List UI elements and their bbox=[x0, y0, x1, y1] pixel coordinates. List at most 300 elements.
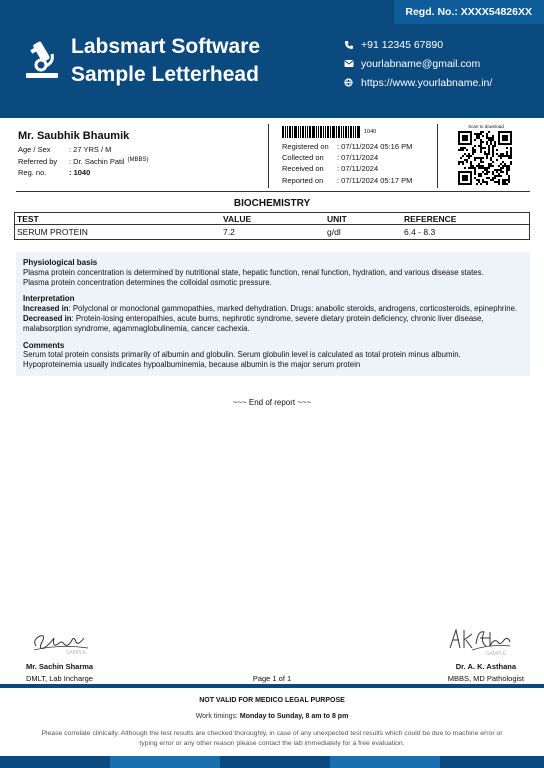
disclaimer: Please correlate clinically. Although the test results are checked thoroughly, in case of any unexpected test results which could be due to machine error or typing error or any other reason please contact the lab immediately for a free evaluation. bbox=[41, 730, 503, 747]
qr-module bbox=[500, 175, 502, 177]
qr-module bbox=[462, 149, 464, 151]
qr-module bbox=[488, 153, 490, 155]
qr-module bbox=[486, 135, 488, 137]
qr-module bbox=[482, 131, 484, 133]
qr-module bbox=[480, 147, 482, 149]
barcode-bar bbox=[294, 126, 297, 138]
barcode-bar bbox=[298, 126, 299, 138]
barcode-bar bbox=[316, 126, 317, 138]
qr-module bbox=[488, 149, 490, 151]
qr-module bbox=[502, 167, 504, 169]
lab-name-line2: Sample Letterhead bbox=[71, 63, 259, 86]
date-label: Reported on bbox=[282, 175, 324, 185]
qr-module bbox=[488, 171, 490, 173]
date-value: : 07/11/2024 bbox=[337, 153, 379, 163]
timings-label: Work timings: bbox=[195, 713, 240, 720]
qr-module bbox=[494, 169, 496, 171]
qr-module bbox=[500, 155, 502, 157]
qr-module bbox=[508, 167, 510, 169]
letterhead-header bbox=[0, 0, 544, 118]
qr-module bbox=[506, 165, 508, 167]
age-sex-value: : 27 YRS / M bbox=[69, 145, 112, 154]
qr-module bbox=[488, 167, 490, 169]
qr-module bbox=[498, 165, 500, 167]
qr-module bbox=[506, 173, 508, 175]
qr-module bbox=[486, 173, 488, 175]
qr-module bbox=[502, 183, 504, 185]
qr-module bbox=[508, 155, 510, 157]
qr-module bbox=[486, 155, 488, 157]
qr-module bbox=[498, 169, 500, 171]
qr-module bbox=[478, 165, 480, 167]
phone-row[interactable] bbox=[344, 35, 492, 54]
qr-module bbox=[500, 163, 502, 165]
qr-module bbox=[504, 163, 506, 165]
date-row bbox=[282, 164, 412, 175]
qr-module bbox=[478, 135, 480, 137]
qr-module bbox=[488, 137, 490, 139]
qr-module bbox=[486, 143, 488, 145]
qr-module bbox=[468, 153, 470, 155]
qr-module bbox=[482, 161, 484, 163]
qr-module bbox=[490, 139, 492, 141]
date-value: : 07/11/2024 05:17 PM bbox=[337, 175, 413, 185]
qr-module bbox=[498, 183, 500, 185]
qr-module bbox=[474, 167, 476, 169]
qr-module bbox=[488, 163, 490, 165]
qr-module bbox=[490, 179, 492, 181]
qr-module bbox=[462, 135, 468, 141]
qr-module bbox=[464, 147, 466, 149]
qr-module bbox=[508, 181, 510, 183]
patient-details bbox=[18, 130, 148, 180]
qr-module bbox=[480, 141, 482, 143]
date-value: : 07/11/2024 05:16 PM bbox=[337, 142, 413, 151]
qr-module bbox=[474, 169, 476, 171]
footer-rule bbox=[0, 684, 544, 688]
table-row bbox=[15, 225, 529, 239]
qr-module bbox=[480, 183, 482, 185]
date-row bbox=[282, 176, 412, 187]
barcode-bar bbox=[285, 126, 286, 138]
qr-module bbox=[480, 175, 482, 177]
qr-module bbox=[470, 161, 472, 163]
increased-label: Increased in bbox=[23, 304, 69, 314]
qr-module bbox=[492, 161, 494, 163]
qr-module bbox=[502, 171, 504, 173]
test-value: 7.2 bbox=[223, 227, 235, 237]
qr-module bbox=[480, 159, 482, 161]
qr-module bbox=[494, 143, 496, 145]
qr-module bbox=[488, 145, 490, 147]
qr-label: Scan to download bbox=[468, 124, 504, 129]
qr-module bbox=[504, 155, 506, 157]
qr-module bbox=[474, 177, 476, 179]
physio-text-2: Plasma protein concentration determines the colloidal osmotic pressure. bbox=[23, 277, 272, 287]
qr-module bbox=[480, 167, 482, 169]
barcode-bars bbox=[282, 126, 361, 138]
barcode-bar bbox=[338, 126, 340, 138]
qr-module bbox=[482, 167, 484, 169]
qr-module bbox=[482, 165, 484, 167]
qr-module bbox=[464, 167, 466, 169]
mail-icon bbox=[344, 59, 361, 68]
left-signatory-degree: DMLT, Lab Incharge bbox=[26, 674, 93, 683]
qr-module bbox=[508, 179, 510, 181]
qr-module bbox=[460, 157, 462, 159]
qr-module bbox=[508, 169, 510, 171]
qr-module bbox=[486, 171, 488, 173]
qr-module bbox=[482, 157, 484, 159]
decreased-text: : Protein-losing enteropathies, acute burns, nephrotic syndrome, severe dietary protein deficiency, chronic liver disease, malabsorption syndrome, agammaglobulinemia, cancer cachexia. bbox=[23, 313, 484, 333]
website-row[interactable] bbox=[344, 73, 492, 92]
barcode-bar bbox=[323, 126, 324, 138]
decreased-label: Decreased in bbox=[23, 313, 72, 323]
left-stamp: SAMPLE bbox=[66, 650, 87, 656]
qr-module bbox=[460, 149, 462, 151]
sample-dates bbox=[282, 142, 412, 187]
patient-name: Mr. Saubhik Bhaumik bbox=[18, 130, 130, 142]
test-name: SERUM PROTEIN bbox=[17, 227, 88, 237]
qr-module bbox=[472, 151, 474, 153]
qr-module bbox=[498, 175, 500, 177]
qr-module bbox=[474, 133, 476, 135]
qr-module bbox=[474, 171, 476, 173]
comments-title: Comments bbox=[23, 340, 65, 350]
divider-right bbox=[437, 124, 438, 188]
qr-module bbox=[474, 151, 476, 153]
qr-module bbox=[486, 169, 488, 171]
legal-notice: NOT VALID FOR MEDICO LEGAL PURPOSE bbox=[199, 697, 345, 704]
qr-module bbox=[492, 139, 494, 141]
regd-no: Regd. No.: XXXX54826XX bbox=[394, 0, 544, 24]
right-signatory-name: Dr. A. K. Asthana bbox=[455, 662, 516, 671]
qr-module bbox=[486, 153, 488, 155]
qr-module bbox=[482, 141, 484, 143]
referred-value: : Dr. Sachin Patil bbox=[69, 156, 125, 166]
barcode-bar bbox=[309, 126, 311, 138]
qr-module bbox=[500, 157, 502, 159]
barcode-bar bbox=[343, 126, 344, 138]
qr-module bbox=[492, 147, 494, 149]
interp-title: Interpretation bbox=[23, 294, 75, 304]
table-header bbox=[15, 213, 529, 225]
qr-module bbox=[482, 147, 484, 149]
qr-module bbox=[506, 151, 508, 153]
barcode-bar bbox=[312, 126, 315, 138]
qr-module bbox=[494, 175, 496, 177]
qr-module bbox=[508, 177, 510, 179]
qr-module bbox=[508, 157, 510, 159]
qr-module bbox=[468, 167, 470, 169]
age-sex-row bbox=[18, 145, 148, 157]
qr-module bbox=[492, 149, 494, 151]
qr-module bbox=[492, 145, 494, 147]
date-label: Registered on bbox=[282, 142, 329, 151]
physio-text-1: Plasma protein concentration is determined by nutritional state, hepatic function, renal function, hydration, and various disease states. bbox=[23, 267, 484, 277]
barcode-bar bbox=[350, 126, 352, 138]
qr-module bbox=[466, 159, 468, 161]
barcode-bar bbox=[300, 126, 301, 138]
qr-module bbox=[480, 149, 482, 151]
qr-module bbox=[478, 145, 480, 147]
qr-module bbox=[490, 137, 492, 139]
qr-module bbox=[478, 157, 480, 159]
qr-module bbox=[502, 165, 504, 167]
barcode-bar bbox=[353, 126, 354, 138]
qr-module bbox=[472, 167, 474, 169]
barcode-bar bbox=[318, 126, 319, 138]
footer-accent bbox=[330, 756, 440, 768]
qr-module bbox=[478, 181, 480, 183]
contact-info bbox=[344, 35, 492, 92]
qr-module bbox=[506, 169, 508, 171]
qr-module bbox=[492, 177, 494, 179]
qr-module bbox=[504, 183, 506, 185]
increased-text: : Polyclonal or monoclonal gammopathies, marked dehydration. Drugs: anabolic steroids, androgens, corticosteroids, epinephrine. bbox=[68, 304, 518, 314]
qr-module bbox=[462, 155, 464, 157]
qr-module bbox=[494, 177, 496, 179]
interpretation-notes bbox=[16, 252, 530, 376]
lab-name-line1: Labsmart Software bbox=[71, 35, 261, 58]
qr-module bbox=[486, 183, 488, 185]
globe-icon bbox=[344, 78, 361, 87]
qr-module bbox=[484, 169, 486, 171]
qr-module bbox=[502, 181, 504, 183]
qr-module bbox=[482, 181, 484, 183]
qr-module bbox=[472, 165, 474, 167]
barcode-bar bbox=[332, 126, 335, 138]
qr-module bbox=[490, 143, 492, 145]
reg-label: Reg. no. bbox=[18, 168, 47, 177]
date-value: : 07/11/2024 bbox=[337, 164, 379, 174]
qr-module bbox=[486, 167, 488, 169]
divider-left bbox=[268, 124, 269, 188]
qr-module bbox=[490, 163, 492, 165]
qr-module bbox=[484, 153, 486, 155]
qr-module bbox=[492, 153, 494, 155]
barcode-bar bbox=[327, 126, 329, 138]
qr-module bbox=[472, 149, 474, 151]
qr-module bbox=[480, 145, 482, 147]
right-stamp: SAMPLE bbox=[486, 651, 507, 656]
date-row bbox=[282, 153, 412, 164]
barcode-bar bbox=[325, 126, 326, 138]
email-row[interactable] bbox=[344, 54, 492, 73]
barcode-bar bbox=[336, 126, 337, 138]
qr-module bbox=[464, 153, 466, 155]
barcode-bar bbox=[357, 126, 360, 138]
qr-module bbox=[494, 141, 496, 143]
qr-module bbox=[502, 161, 504, 163]
qr-module bbox=[462, 175, 468, 181]
footer-accent bbox=[110, 756, 220, 768]
qr-module bbox=[506, 147, 508, 149]
qr-module bbox=[458, 161, 460, 163]
qr-module bbox=[484, 173, 486, 175]
barcode-bar bbox=[355, 126, 356, 138]
qr-module bbox=[492, 137, 494, 139]
right-signatory-degree: MBBS, MD Pathologist bbox=[447, 674, 524, 683]
qr-module bbox=[488, 177, 490, 179]
qr-module bbox=[482, 135, 484, 137]
referred-qualification: (MBBS) bbox=[127, 156, 149, 163]
qr-module bbox=[476, 137, 478, 139]
qr-module bbox=[492, 165, 494, 167]
barcode-bar bbox=[302, 126, 304, 138]
qr-module bbox=[496, 181, 498, 183]
qr-module bbox=[504, 165, 506, 167]
qr-module bbox=[498, 181, 500, 183]
qr-module bbox=[508, 175, 510, 177]
qr-module bbox=[502, 153, 504, 155]
qr-module bbox=[496, 171, 498, 173]
qr-module bbox=[480, 133, 482, 135]
phone-icon bbox=[344, 40, 361, 50]
qr-module bbox=[486, 177, 488, 179]
qr-module bbox=[466, 149, 468, 151]
qr-module bbox=[492, 155, 494, 157]
qr-module bbox=[510, 151, 512, 153]
qr-module bbox=[490, 165, 492, 167]
col-test: TEST bbox=[17, 213, 39, 224]
qr-module bbox=[484, 151, 486, 153]
end-of-report: ~~~ End of report ~~~ bbox=[232, 398, 312, 407]
barcode-bar bbox=[348, 126, 349, 138]
qr-module bbox=[488, 165, 490, 167]
qr-module bbox=[488, 151, 490, 153]
qr-module bbox=[478, 173, 480, 175]
qr-module bbox=[496, 175, 498, 177]
qr-module bbox=[462, 161, 464, 163]
qr-module bbox=[510, 161, 512, 163]
barcode-bar bbox=[330, 126, 331, 138]
left-signatory-name: Mr. Sachin Sharma bbox=[26, 662, 94, 671]
qr-module bbox=[502, 155, 504, 157]
email-address: yourlabname@gmail.com bbox=[361, 57, 481, 70]
qr-module bbox=[502, 135, 508, 141]
referred-label: Referred by bbox=[18, 156, 58, 166]
barcode-bar bbox=[282, 126, 284, 138]
qr-module bbox=[510, 155, 512, 157]
qr-module bbox=[510, 153, 512, 155]
footer-bar bbox=[0, 756, 544, 768]
qr-module bbox=[502, 179, 504, 181]
qr-module bbox=[482, 171, 484, 173]
qr-module bbox=[510, 157, 512, 159]
qr-module bbox=[476, 179, 478, 181]
qr-module bbox=[484, 167, 486, 169]
barcode-number: 1040 bbox=[364, 129, 377, 135]
barcode-bar bbox=[289, 126, 291, 138]
qr-module bbox=[486, 141, 488, 143]
qr-module bbox=[470, 167, 472, 169]
qr-module bbox=[464, 159, 466, 161]
col-value: VALUE bbox=[223, 213, 252, 224]
qr-module bbox=[468, 155, 470, 157]
qr-module bbox=[494, 181, 496, 183]
qr-module bbox=[496, 169, 498, 171]
qr-module bbox=[506, 153, 508, 155]
qr-module bbox=[506, 171, 508, 173]
header-divider bbox=[16, 191, 530, 192]
phone-number: +91 12345 67890 bbox=[361, 38, 444, 51]
qr-module bbox=[486, 181, 488, 183]
reg-value: : 1040 bbox=[69, 168, 91, 177]
qr-module bbox=[476, 183, 478, 185]
microscope-logo bbox=[24, 40, 60, 80]
barcode-bar bbox=[292, 126, 293, 138]
test-reference: 6.4 - 8.3 bbox=[404, 227, 436, 237]
qr-module bbox=[474, 139, 476, 141]
qr-module bbox=[462, 147, 464, 149]
qr-module bbox=[498, 155, 500, 157]
lab-name bbox=[71, 33, 260, 89]
right-signature bbox=[446, 622, 514, 656]
date-row bbox=[282, 142, 412, 153]
barcode-bar bbox=[341, 126, 342, 138]
qr-module bbox=[476, 133, 478, 135]
qr-module bbox=[480, 139, 482, 141]
qr-module bbox=[486, 157, 488, 159]
qr-module bbox=[496, 153, 498, 155]
qr-module bbox=[496, 159, 498, 161]
qr-module bbox=[478, 179, 480, 181]
results-table bbox=[14, 212, 530, 240]
timings-value: Monday to Sunday, 8 am to 8 pm bbox=[239, 713, 349, 720]
qr-module bbox=[458, 163, 460, 165]
qr-module bbox=[470, 155, 472, 157]
qr-module bbox=[492, 171, 494, 173]
qr-code[interactable] bbox=[458, 131, 512, 185]
qr-module bbox=[498, 179, 500, 181]
date-label: Received on bbox=[282, 164, 324, 174]
qr-module bbox=[476, 135, 478, 137]
increased-line bbox=[23, 304, 524, 314]
qr-module bbox=[474, 145, 476, 147]
qr-module bbox=[490, 159, 492, 161]
qr-module bbox=[496, 149, 498, 151]
qr-module bbox=[492, 151, 494, 153]
barcode-bar bbox=[305, 126, 306, 138]
qr-module bbox=[486, 137, 488, 139]
qr-module bbox=[500, 171, 502, 173]
barcode bbox=[282, 126, 376, 138]
qr-module bbox=[506, 183, 508, 185]
qr-module bbox=[462, 163, 464, 165]
qr-module bbox=[484, 147, 486, 149]
qr-module bbox=[460, 161, 462, 163]
qr-module bbox=[468, 157, 470, 159]
qr-module bbox=[500, 169, 502, 171]
qr-module bbox=[470, 163, 472, 165]
barcode-bar bbox=[307, 126, 308, 138]
qr-module bbox=[498, 173, 500, 175]
qr-module bbox=[474, 173, 476, 175]
qr-module bbox=[472, 147, 474, 149]
left-signature bbox=[30, 622, 94, 656]
qr-module bbox=[490, 141, 492, 143]
qr-module bbox=[480, 131, 482, 133]
qr-module bbox=[476, 157, 478, 159]
qr-module bbox=[484, 181, 486, 183]
qr-module bbox=[500, 153, 502, 155]
barcode-bar bbox=[345, 126, 347, 138]
referred-row bbox=[18, 157, 148, 169]
qr-module bbox=[460, 147, 462, 149]
qr-module bbox=[510, 163, 512, 165]
age-sex-label: Age / Sex bbox=[18, 145, 51, 154]
